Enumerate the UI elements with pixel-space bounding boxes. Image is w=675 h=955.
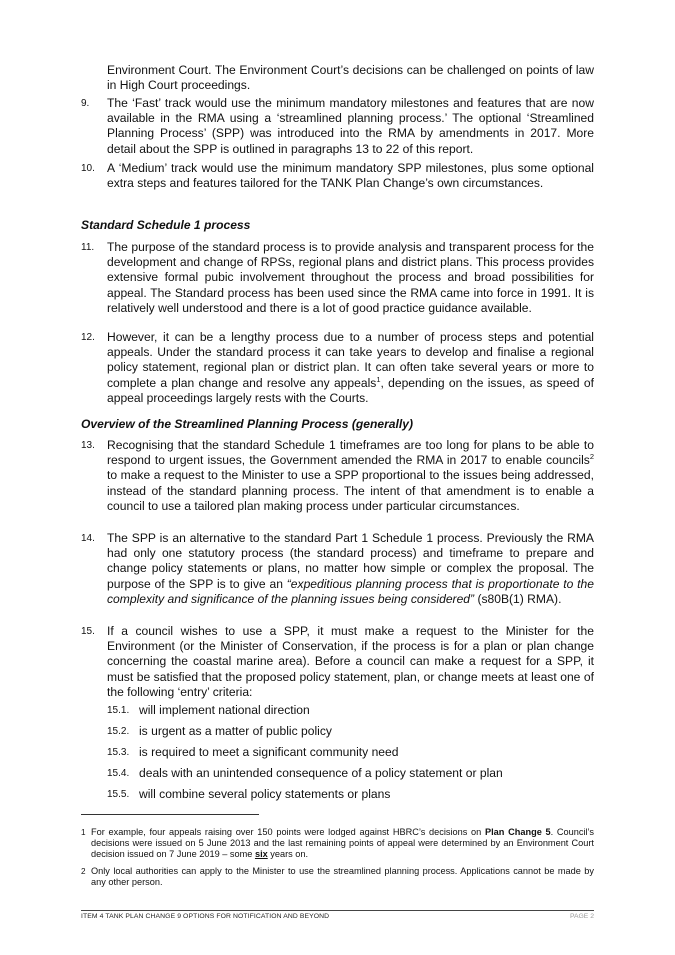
paragraph-number-11: 11. xyxy=(81,242,95,253)
criteria-item: will combine several policy statements or plans xyxy=(139,787,391,801)
footnote-ref-1[interactable]: 1 xyxy=(376,374,381,384)
paragraph-9: The ‘Fast’ track would use the minimum mandatory milestones and features that are now available in the RMA using a ‘streamlined planning process.’ The optional ‘Streamlined Planning Process’ (SPP) was introduced into the RMA by amendments in 2017. More detail about the SPP is outlined in paragraphs 13 to 22 of this report. xyxy=(107,96,594,156)
footnote-2: Only local authorities can apply to the Minister to use the streamlined planning process. Applications cannot be made by any other person. xyxy=(91,866,594,887)
footnote-ref-2[interactable]: 2 xyxy=(589,452,594,462)
footnote-number-2: 2 xyxy=(81,867,86,876)
paragraph-11: The purpose of the standard process is to provide analysis and transparent process for the development and change of RPSs, regional plans and district plans. This process provides extensive formal pubic involvement throughout the process and broad possibilities for appeal. The Standard process has been used since the RMA came into force in 1991. It is relatively well understood and there is a lot of good practice guidance available. xyxy=(107,240,594,315)
paragraph-15: If a council wishes to use a SPP, it must make a request to the Minister for the Environment (or the Minister of Conservation, if the process is for a plan or plan change concerning the coastal marine area). Before a council can make a request for a SPP, it must be satisfied that the proposed policy statement, plan, or change meets at least one of the following ‘entry’ criteria: xyxy=(107,624,594,699)
section-heading-spp-overview: Overview of the Streamlined Planning Process (generally) xyxy=(81,417,414,431)
paragraph-number-10: 10. xyxy=(81,163,95,174)
criteria-number: 15.3. xyxy=(107,747,130,758)
section-heading-standard-schedule: Standard Schedule 1 process xyxy=(81,218,251,232)
page-number: PAGE 2 xyxy=(569,913,594,920)
spp-purpose-quote: “expeditious planning process that is proportionate to the complexity and significance of the planning issues being considered” xyxy=(107,576,594,606)
footnote-separator xyxy=(81,814,259,815)
criteria-item: will implement national direction xyxy=(139,703,310,717)
paragraph-10: A ‘Medium’ track would use the minimum mandatory SPP milestones, plus some optional extra steps and features tailored for the TANK Plan Change’s own circumstances. xyxy=(107,161,594,191)
criteria-number: 15.1. xyxy=(107,705,130,716)
footnote-1: For example, four appeals raising over 150 points were lodged against HBRC’s decisions on Plan Change 5. Council’s decisions were issued on 5 June 2013 and the last remaining points of appeal were determined by an Environment Court decision issued on 7 June 2019 – some six years on. xyxy=(91,827,595,859)
criteria-item: is urgent as a matter of public policy xyxy=(139,724,332,738)
footer-title: ITEM 4 TANK PLAN CHANGE 9 OPTIONS FOR NOTIFICATION AND BEYOND xyxy=(81,913,330,920)
paragraph-number-12: 12. xyxy=(81,332,95,343)
paragraph-number-15: 15. xyxy=(81,626,95,637)
criteria-number: 15.5. xyxy=(107,789,130,800)
paragraph-number-14: 14. xyxy=(81,533,95,544)
footnote-number-1: 1 xyxy=(81,828,86,837)
criteria-number: 15.2. xyxy=(107,726,130,737)
paragraph-12: However, it can be a lengthy process due to a number of process steps and potential appeals. Under the standard process it can take years to develop and finalise a regional policy statement, regional plan or district plan. It can often take several years or more to complete a plan change and resolve any appeals$^1$, depending on the issues, as speed of appeal proceedings largely rests with the Courts. xyxy=(107,330,594,405)
paragraph-number-13: 13. xyxy=(81,440,95,451)
paragraph-13: Recognising that the standard Schedule 1 timeframes are too long for plans to be able to respond to urgent issues, the Government amended the RMA in 2017 to enable councils$^2$ to make a request to the Minister to use a SPP proportional to the issues being addressed, instead of the standard planning process. The intent of that amendment is to enable a council to use a tailored plan making process under particular circumstances. xyxy=(107,438,594,513)
paragraph-14: The SPP is an alternative to the standard Part 1 Schedule 1 process. Previously the RMA had only one statutory process (the standard process) and timeframe to prepare and change policy statements or plans, no matter how simple or complex the proposal. The purpose of the SPP is to give an “expeditious planning process that is proportionate to the complexity and significance of the planning issues being considered” (s80B(1) RMA). xyxy=(107,531,594,606)
criteria-item: deals with an unintended consequence of a policy statement or plan xyxy=(139,766,503,780)
criteria-item: is required to meet a significant community need xyxy=(139,745,399,759)
footer-separator xyxy=(81,910,594,911)
intro-paragraph: Environment Court. The Environment Court’s decisions can be challenged on points of law in High Court proceedings. xyxy=(107,63,594,93)
criteria-number: 15.4. xyxy=(107,768,130,779)
paragraph-number-9: 9. xyxy=(81,98,90,109)
